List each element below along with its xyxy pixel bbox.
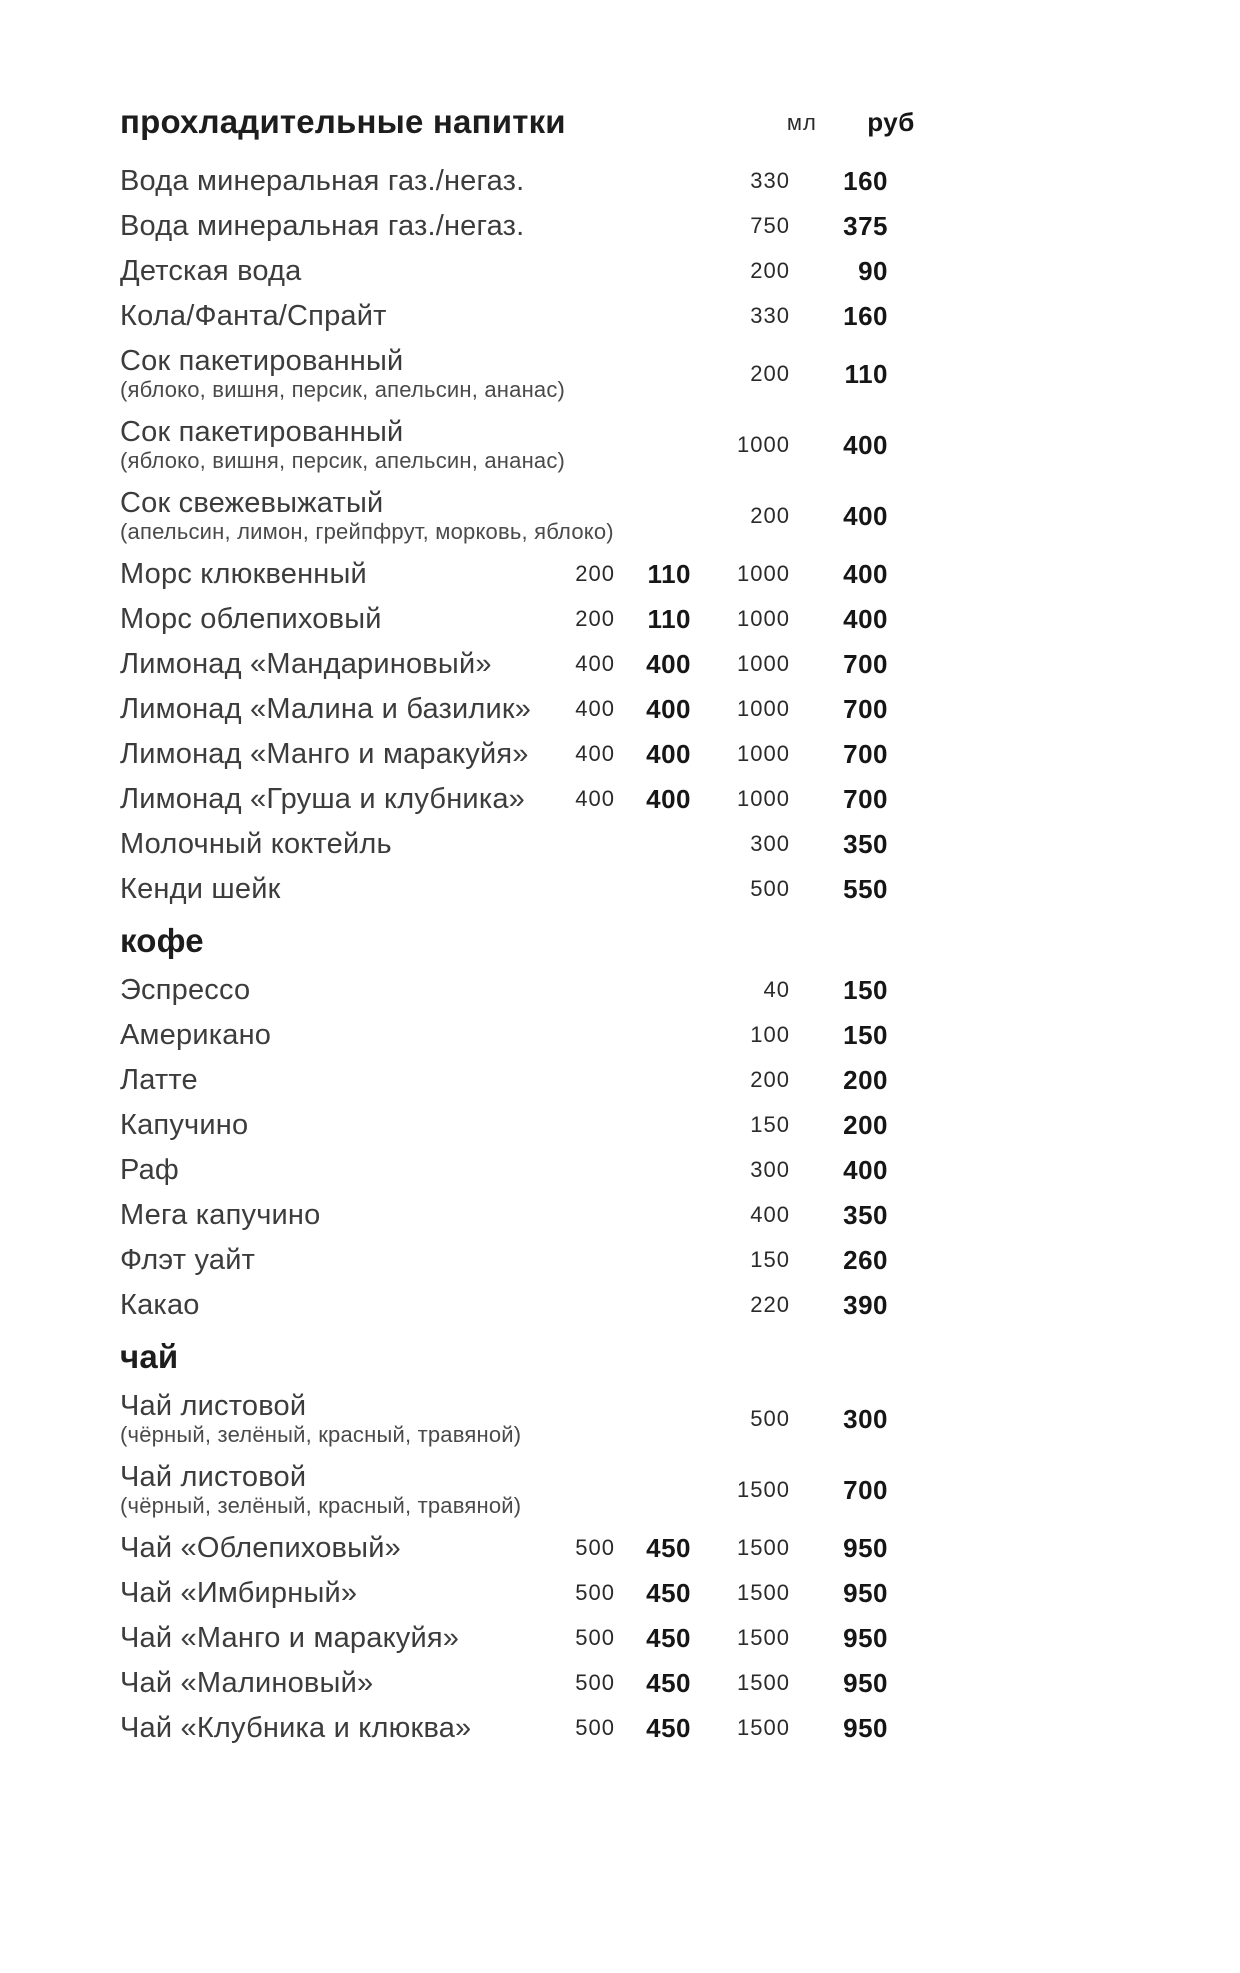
item-variants: (яблоко, вишня, персик, апельсин, ананас)	[120, 448, 566, 473]
item-name: Лимонад «Манго и маракуйя»	[120, 738, 529, 770]
item-volume-large-ml: 200	[750, 258, 790, 283]
item-price-large-rub: 200	[843, 1110, 888, 1140]
item-name-cell	[120, 1155, 539, 1185]
item-price-small-rub: 110	[647, 559, 691, 589]
item-name: Чай «Облепиховый»	[120, 1532, 401, 1564]
menu-item-row	[120, 1200, 888, 1230]
item-price-large-rub: 160	[843, 301, 888, 331]
item-volume-large-ml: 200	[750, 361, 790, 386]
menu-item-row	[120, 975, 888, 1005]
item-name-cell	[120, 559, 539, 589]
item-name-cell	[120, 694, 539, 724]
item-name-cell	[120, 1623, 539, 1653]
item-volume-large-ml: 1000	[737, 561, 790, 586]
menu-item-row	[120, 874, 888, 904]
item-name: Чай «Малиновый»	[120, 1667, 374, 1699]
item-name: Сок пакетированный	[120, 416, 404, 448]
item-price-large-rub: 950	[843, 1578, 888, 1608]
item-name-cell	[120, 256, 539, 286]
item-name-cell	[120, 1391, 539, 1447]
menu-item-row	[120, 1245, 888, 1275]
item-volume-small-ml: 400	[575, 786, 615, 811]
item-volume-small-ml: 500	[575, 1535, 615, 1560]
item-volume-large-ml: 1000	[737, 432, 790, 457]
menu-item-row	[120, 1065, 888, 1095]
item-price-large-rub: 950	[843, 1623, 888, 1653]
item-volume-small-ml: 500	[575, 1580, 615, 1605]
column-header-rub: руб	[867, 107, 915, 137]
menu-item-row	[120, 417, 888, 473]
item-name-cell	[120, 1578, 539, 1608]
item-price-large-rub: 550	[843, 874, 888, 904]
item-price-large-rub: 950	[843, 1668, 888, 1698]
item-volume-large-ml: 300	[750, 831, 790, 856]
menu-item-row	[120, 784, 888, 814]
menu-item-row	[120, 346, 888, 402]
menu-item-row	[120, 739, 888, 769]
item-name: Морс клюквенный	[120, 558, 367, 590]
item-volume-small-ml: 500	[575, 1670, 615, 1695]
item-price-large-rub: 150	[843, 975, 888, 1005]
item-volume-large-ml: 150	[750, 1247, 790, 1272]
item-name: Американо	[120, 1019, 272, 1051]
item-name: Лимонад «Груша и клубника»	[120, 783, 525, 815]
item-name: Латте	[120, 1064, 198, 1096]
item-name: Морс облепиховый	[120, 603, 382, 635]
item-price-large-rub: 350	[843, 1200, 888, 1230]
menu-item-row	[120, 649, 888, 679]
item-price-large-rub: 375	[843, 211, 888, 241]
item-price-large-rub: 950	[843, 1713, 888, 1743]
item-name-cell	[120, 211, 539, 241]
item-price-small-rub: 450	[646, 1713, 691, 1743]
menu-item-row	[120, 301, 888, 331]
item-price-large-rub: 400	[843, 501, 888, 531]
menu-item-row	[120, 1578, 888, 1608]
item-name: Эспрессо	[120, 974, 251, 1006]
item-price-large-rub: 110	[844, 359, 888, 389]
menu-item-row	[120, 1391, 888, 1447]
item-volume-small-ml: 500	[575, 1625, 615, 1650]
section-title: кофе	[120, 922, 204, 959]
item-name-cell	[120, 1110, 539, 1140]
menu-item-row	[120, 1713, 888, 1743]
item-price-large-rub: 700	[843, 649, 888, 679]
item-name: Сок пакетированный	[120, 345, 404, 377]
item-name-cell	[120, 784, 539, 814]
item-price-large-rub: 390	[843, 1290, 888, 1320]
item-name: Чай «Манго и маракуйя»	[120, 1622, 460, 1654]
item-volume-large-ml: 1000	[737, 606, 790, 631]
item-name: Кола/Фанта/Спрайт	[120, 300, 387, 332]
item-volume-large-ml: 1500	[737, 1625, 790, 1650]
item-name-cell	[120, 1290, 539, 1320]
item-price-small-rub: 450	[646, 1533, 691, 1563]
item-name: Капучино	[120, 1109, 249, 1141]
item-price-large-rub: 700	[843, 694, 888, 724]
item-price-large-rub: 200	[843, 1065, 888, 1095]
item-name: Чай листовой	[120, 1461, 307, 1493]
item-name: Кенди шейк	[120, 873, 281, 905]
item-price-large-rub: 700	[843, 1475, 888, 1505]
menu-item-row	[120, 256, 888, 286]
item-price-large-rub: 300	[843, 1404, 888, 1434]
item-name: Мега капучино	[120, 1199, 321, 1231]
item-name-cell	[120, 416, 566, 473]
item-volume-large-ml: 330	[750, 303, 790, 328]
item-name: Флэт уайт	[120, 1244, 256, 1276]
item-volume-large-ml: 1000	[737, 786, 790, 811]
item-name: Лимонад «Мандариновый»	[120, 648, 492, 680]
item-variants: (апельсин, лимон, грейпфрут, морковь, яблоко)	[120, 519, 614, 544]
item-volume-large-ml: 1000	[737, 696, 790, 721]
item-price-large-rub: 350	[843, 829, 888, 859]
item-price-small-rub: 450	[646, 1623, 691, 1653]
item-price-large-rub: 700	[843, 784, 888, 814]
item-price-large-rub: 400	[843, 430, 888, 460]
menu-item-row	[120, 211, 888, 241]
menu-item-row	[120, 604, 888, 634]
item-name-cell	[120, 1533, 539, 1563]
item-volume-large-ml: 1000	[737, 651, 790, 676]
section-rows	[120, 975, 888, 1320]
item-price-large-rub: 700	[843, 739, 888, 769]
item-name-cell	[120, 166, 539, 196]
item-name-cell	[120, 1200, 539, 1230]
item-volume-large-ml: 750	[750, 213, 790, 238]
item-name-cell	[120, 604, 539, 634]
item-name: Чай «Клубника и клюква»	[120, 1712, 472, 1744]
item-price-large-rub: 400	[843, 1155, 888, 1185]
column-header-ml: мл	[786, 110, 817, 135]
item-name: Детская вода	[120, 255, 302, 287]
item-price-small-rub: 400	[646, 739, 691, 769]
item-volume-small-ml: 400	[575, 651, 615, 676]
item-variants: (чёрный, зелёный, красный, травяной)	[120, 1493, 522, 1518]
menu-item-row	[120, 694, 888, 724]
item-volume-large-ml: 1500	[737, 1477, 790, 1502]
item-price-large-rub: 90	[858, 256, 888, 286]
item-name: Молочный коктейль	[120, 828, 392, 860]
menu-item-row	[120, 1533, 888, 1563]
drinks-menu	[120, 100, 915, 1744]
item-volume-large-ml: 150	[750, 1112, 790, 1137]
item-name-cell	[120, 1245, 539, 1275]
item-name: Чай «Имбирный»	[120, 1577, 358, 1609]
section-title: чай	[120, 1338, 179, 1375]
item-volume-large-ml: 500	[750, 1406, 790, 1431]
item-name: Лимонад «Малина и базилик»	[120, 693, 532, 725]
menu-item-row	[120, 1110, 888, 1140]
item-volume-large-ml: 1500	[737, 1580, 790, 1605]
item-price-large-rub: 260	[843, 1245, 888, 1275]
menu-item-row	[120, 1290, 888, 1320]
item-name-cell	[120, 874, 539, 904]
item-volume-small-ml: 200	[575, 606, 615, 631]
item-volume-large-ml: 200	[750, 503, 790, 528]
item-name-cell	[120, 1668, 539, 1698]
item-name-cell	[120, 1462, 539, 1518]
item-name: Сок свежевыжатый	[120, 487, 384, 519]
item-variants: (яблоко, вишня, персик, апельсин, ананас)	[120, 377, 566, 402]
item-volume-large-ml: 300	[750, 1157, 790, 1182]
item-price-small-rub: 400	[646, 694, 691, 724]
item-volume-large-ml: 220	[750, 1292, 790, 1317]
item-volume-small-ml: 500	[575, 1715, 615, 1740]
menu-item-row	[120, 1668, 888, 1698]
item-name-cell	[120, 487, 614, 544]
menu-item-row	[120, 1623, 888, 1653]
item-price-small-rub: 110	[647, 604, 691, 634]
item-name-cell	[120, 1065, 539, 1095]
section-rows	[120, 1391, 888, 1743]
item-name-cell	[120, 1020, 539, 1050]
section-header	[120, 100, 915, 144]
item-name-cell	[120, 739, 539, 769]
section-header	[120, 919, 888, 963]
item-volume-large-ml: 330	[750, 168, 790, 193]
item-variants: (чёрный, зелёный, красный, травяной)	[120, 1422, 522, 1447]
item-name-cell	[120, 1713, 539, 1743]
item-price-large-rub: 400	[843, 604, 888, 634]
menu-item-row	[120, 829, 888, 859]
menu-item-row	[120, 559, 888, 589]
item-price-large-rub: 950	[843, 1533, 888, 1563]
item-volume-large-ml: 100	[750, 1022, 790, 1047]
item-price-small-rub: 450	[646, 1578, 691, 1608]
item-volume-large-ml: 1000	[737, 741, 790, 766]
item-price-small-rub: 400	[646, 784, 691, 814]
item-price-large-rub: 150	[843, 1020, 888, 1050]
menu-item-row	[120, 488, 888, 544]
item-name: Чай листовой	[120, 1390, 307, 1422]
item-volume-large-ml: 1500	[737, 1535, 790, 1560]
section-rows	[120, 166, 888, 904]
item-name: Какао	[120, 1289, 200, 1321]
item-price-small-rub: 450	[646, 1668, 691, 1698]
item-price-large-rub: 400	[843, 559, 888, 589]
menu-item-row	[120, 1155, 888, 1185]
menu-section	[120, 100, 915, 905]
menu-item-row	[120, 166, 888, 196]
item-volume-small-ml: 400	[575, 696, 615, 721]
menu-item-row	[120, 1020, 888, 1050]
item-volume-small-ml: 200	[575, 561, 615, 586]
item-name-cell	[120, 975, 539, 1005]
item-price-large-rub: 160	[843, 166, 888, 196]
section-header	[120, 1335, 888, 1379]
item-volume-large-ml: 1500	[737, 1715, 790, 1740]
item-volume-large-ml: 500	[750, 876, 790, 901]
item-name-cell	[120, 301, 539, 331]
section-title: прохладительные напитки	[120, 103, 566, 140]
item-name-cell	[120, 345, 566, 402]
item-volume-small-ml: 400	[575, 741, 615, 766]
menu-section	[120, 1335, 888, 1743]
item-volume-large-ml: 200	[750, 1067, 790, 1092]
item-price-small-rub: 400	[646, 649, 691, 679]
menu-section	[120, 919, 888, 1320]
menu-item-row	[120, 1462, 888, 1518]
item-name-cell	[120, 649, 539, 679]
item-name: Вода минеральная газ./негаз.	[120, 165, 525, 197]
item-name: Вода минеральная газ./негаз.	[120, 210, 525, 242]
item-volume-large-ml: 400	[750, 1202, 790, 1227]
item-name: Раф	[120, 1154, 179, 1186]
item-name-cell	[120, 829, 539, 859]
item-volume-large-ml: 1500	[737, 1670, 790, 1695]
item-volume-large-ml: 40	[763, 977, 790, 1002]
